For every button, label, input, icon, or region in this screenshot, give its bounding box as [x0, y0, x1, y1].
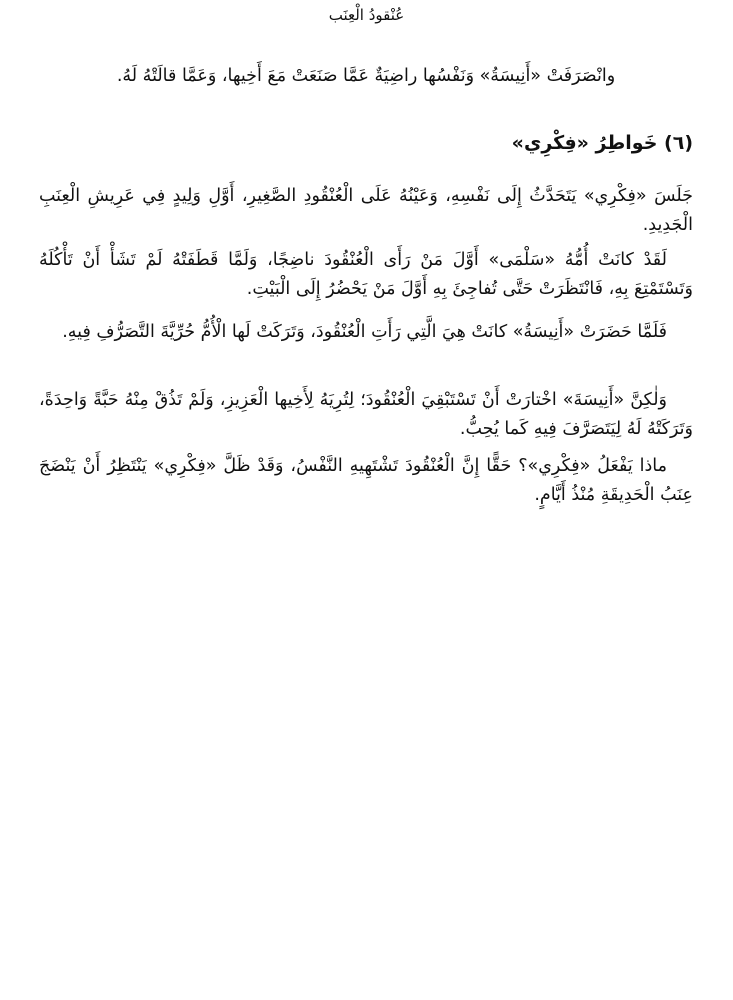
paragraph-5: ماذا يَفْعَلُ «فِكْرِي»؟ حَقًّا إِنَّ الْعُنْقُودَ تَشْتَهِيهِ النَّفْسُ، وَقَدْ ظَلَّ «فِكْرِي» يَنْتَظِرُ أَنْ يَنْضَجَ عِنَبُ الْحَدِيقَةِ مُنْذُ أَيَّامٍ. — [39, 456, 693, 505]
running-header: عُنْقودُ الْعِنَب — [328, 6, 405, 24]
intro-paragraph: وانْصَرَفَتْ «أَنِيسَةُ» وَنَفْسُها راضِيَةٌ عَمَّا صَنَعَتْ مَعَ أَخِيها، وَعَمَّا قالَتْهُ لَهُ. — [116, 66, 616, 86]
paragraph-4: وَلٰكِنَّ «أَنِيسَةَ» اخْتارَتْ أَنْ تَسْتَبْقِيَ الْعُنْقُودَ؛ لِتُرِيَهُ لِأَخِيها الْعَزِيزِ، وَلَمْ تَذُقْ مِنْهُ حَبَّةً وَاحِدَةً، وَتَرَكَتْهُ لَهُ لِيَتَصَرَّفَ فِيهِ كَما يُحِبُّ. — [39, 390, 693, 439]
paragraph-2: لَقَدْ كانَتْ أُمُّهُ «سَلْمَى» أَوَّلَ مَنْ رَأَى الْعُنْقُودَ ناضِجًا، وَلَمَّا قَطَفَتْهُ لَمْ تَشَأْ أَنْ تَأْكُلَهُ وَتَسْتَمْتِعَ بِهِ، فَانْتَظَرَتْ حَتَّى تُفاجِئَ بِهِ أَوَّلَ مَنْ يَحْضُرُ إِلَى الْبَيْتِ. — [39, 250, 693, 299]
paragraph-3: فَلَمَّا حَضَرَتْ «أَنِيسَةُ» كانَتْ هِيَ الَّتِي رَأَتِ الْعُنْقُودَ، وَتَرَكَتْ لَها الْأُمُّ حُرِّيَّةَ التَّصَرُّفِ فِيهِ. — [62, 322, 667, 342]
paragraph-1: جَلَسَ «فِكْرِي» يَتَحَدَّثُ إِلَى نَفْسِهِ، وَعَيْنُهُ عَلَى الْعُنْقُودِ الصَّغِيرِ، أَوَّلِ وَلِيدٍ فِي عَرِيشِ الْعِنَبِ الْجَدِيدِ. — [39, 186, 693, 235]
section-title: (٦) خَواطِرُ «فِكْرِي» — [511, 132, 693, 154]
